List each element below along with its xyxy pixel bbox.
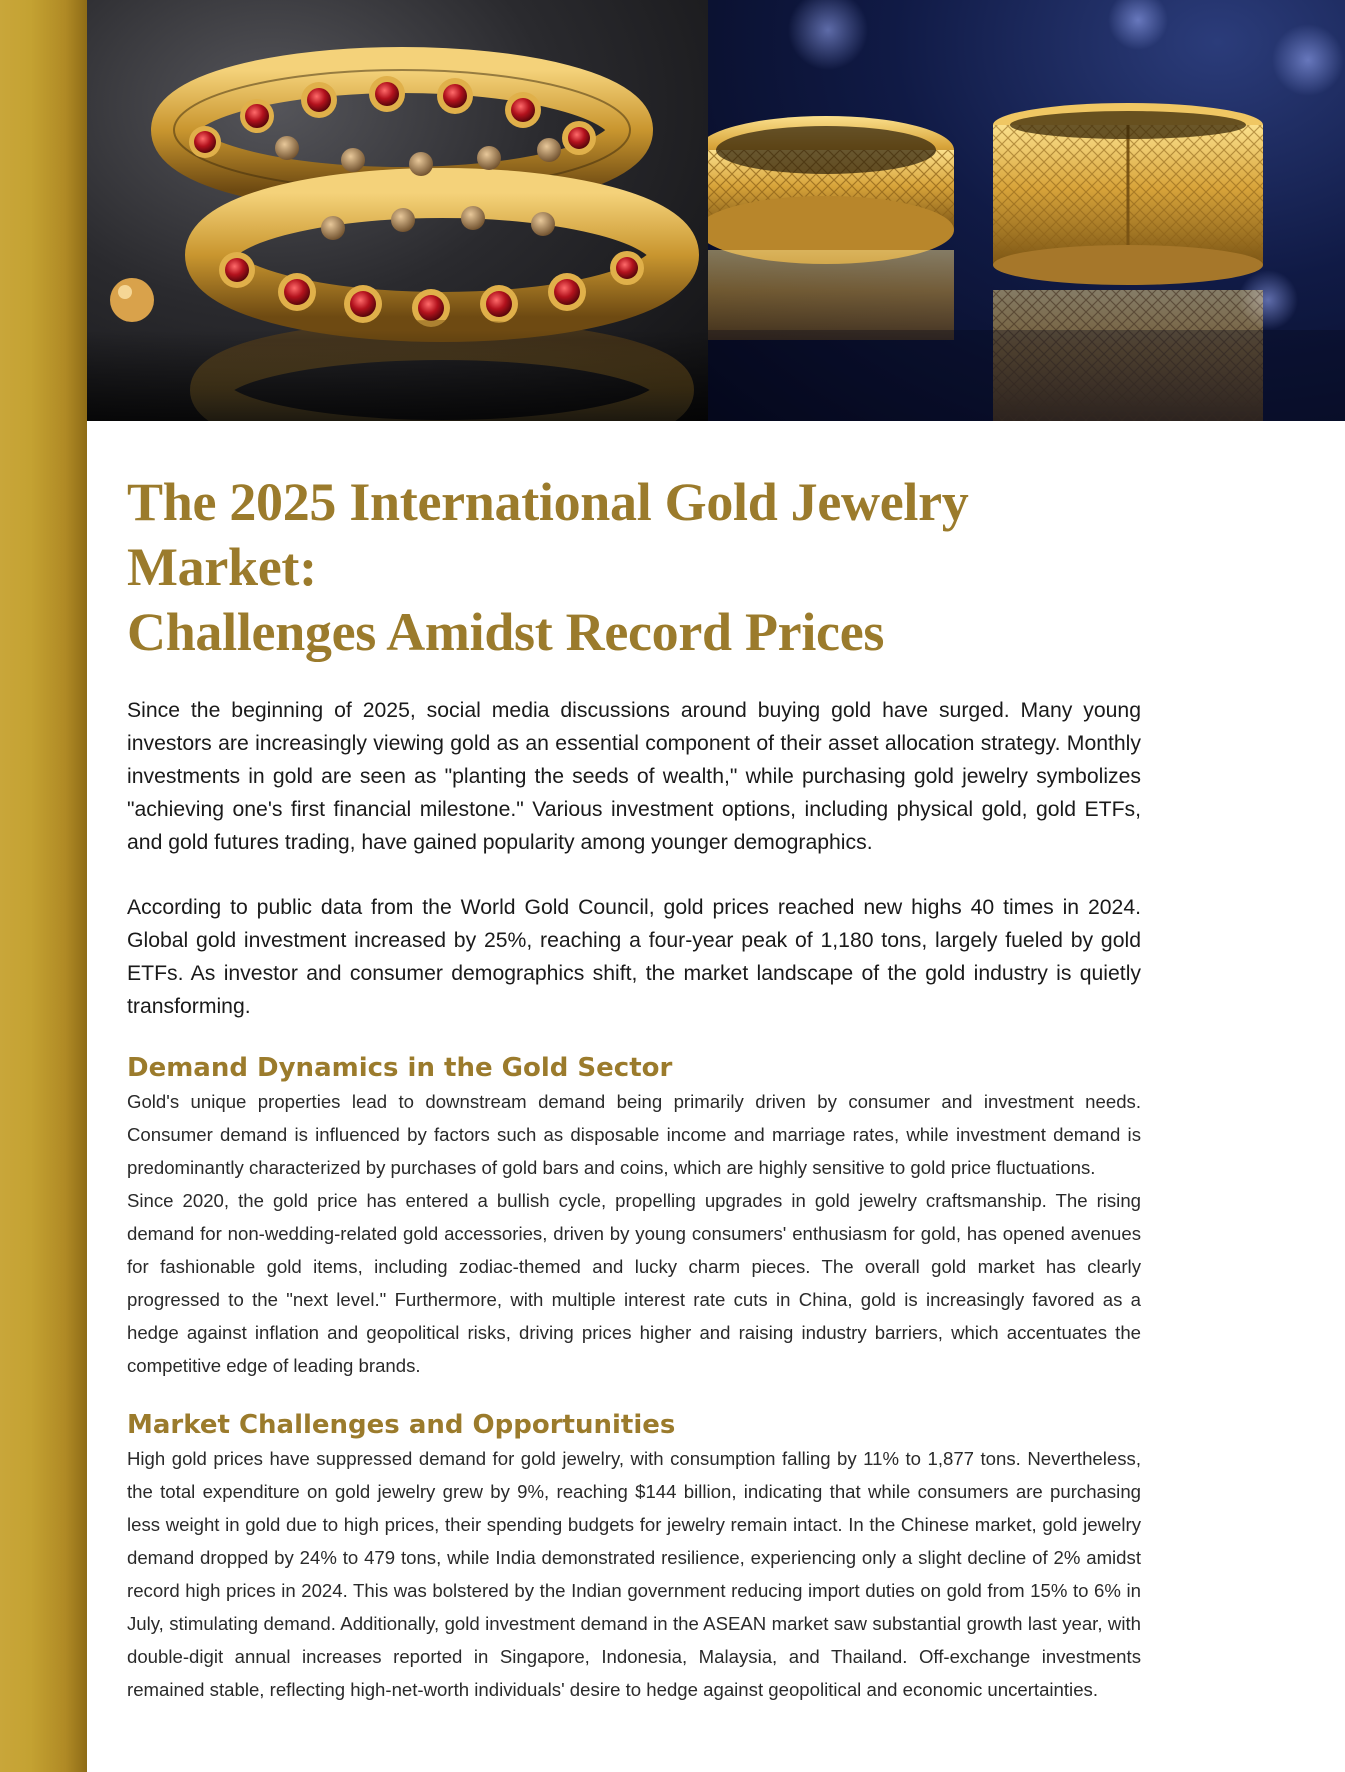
- article-title-line-2: Challenges Amidst Record Prices: [127, 602, 885, 662]
- article-body: [127, 470, 1141, 1706]
- article-title-line-1: The 2025 International Gold Jewelry Market:: [127, 472, 969, 597]
- intro-paragraph: Since the beginning of 2025, social media discussions around buying gold have surged. Many young investors are increasingly viewing gold as an essential component of their asset allocation strategy. Monthly investments in gold are seen as "planting the seeds of wealth," while purchasing gold jewelry symbolizes "achieving one's first financial milestone." Various investment options, including physical gold, gold ETFs, and gold futures trading, have gained popularity among younger demographics.: [127, 699, 1141, 854]
- intro-paragraph: According to public data from the World Gold Council, gold prices reached new highs 40 times in 2024. Global gold investment increased by 25%, reaching a four-year peak of 1,180 tons, largely fueled by gold ETFs. As investor and consumer demographics shift, the market landscape of the gold industry is quietly transforming.: [127, 896, 1141, 1018]
- section-heading-demand-dynamics: Demand Dynamics in the Gold Sector: [127, 1053, 673, 1083]
- section-paragraph: High gold prices have suppressed demand for gold jewelry, with consumption falling by 11% to 1,877 tons. Nevertheless, the total expenditure on gold jewelry grew by 9%, reaching $144 billion, indicating that while consumers are purchasing less weight in gold due to high prices, their spending budgets for jewelry remain intact. In the Chinese market, gold jewelry demand dropped by 24% to 479 tons, while India demonstrated resilience, experiencing only a slight decline of 2% amidst record high prices in 2024. This was bolstered by the Indian government reducing import duties on gold from 15% to 6% in July, stimulating demand. Additionally, gold investment demand in the ASEAN market saw substantial growth last year, with double-digit annual increases reported in Singapore, Indonesia, Malaysia, and Thailand. Off-exchange investments remained stable, reflecting high-net-worth individuals' desire to hedge against geopolitical and economic uncertainties.: [127, 1448, 1141, 1700]
- section-heading-market-challenges: Market Challenges and Opportunities: [127, 1410, 676, 1440]
- hero-image-banner: [87, 0, 1345, 421]
- section-paragraph: Since 2020, the gold price has entered a bullish cycle, propelling upgrades in gold jewelry craftsmanship. The rising demand for non-wedding-related gold accessories, driven by young consumers' enthusiasm for gold, has opened avenues for fashionable gold items, including zodiac-themed and lucky charm pieces. The overall gold market has clearly progressed to the "next level." Furthermore, with multiple interest rate cuts in China, gold is increasingly favored as a hedge against inflation and geopolitical risks, driving prices higher and raising industry barriers, which accentuates the competitive edge of leading brands.: [127, 1190, 1141, 1376]
- gold-bangles-photo: [708, 0, 1345, 421]
- section-paragraph: Gold's unique properties lead to downstream demand being primarily driven by consumer and investment needs. Consumer demand is influenced by factors such as disposable income and marriage rates, while investment demand is predominantly characterized by purchases of gold bars and coins, which are highly sensitive to gold price fluctuations.: [127, 1091, 1141, 1178]
- gold-side-band: [0, 0, 87, 1772]
- ruby-gold-bangles-photo: [87, 0, 708, 421]
- article-title: [127, 470, 1141, 665]
